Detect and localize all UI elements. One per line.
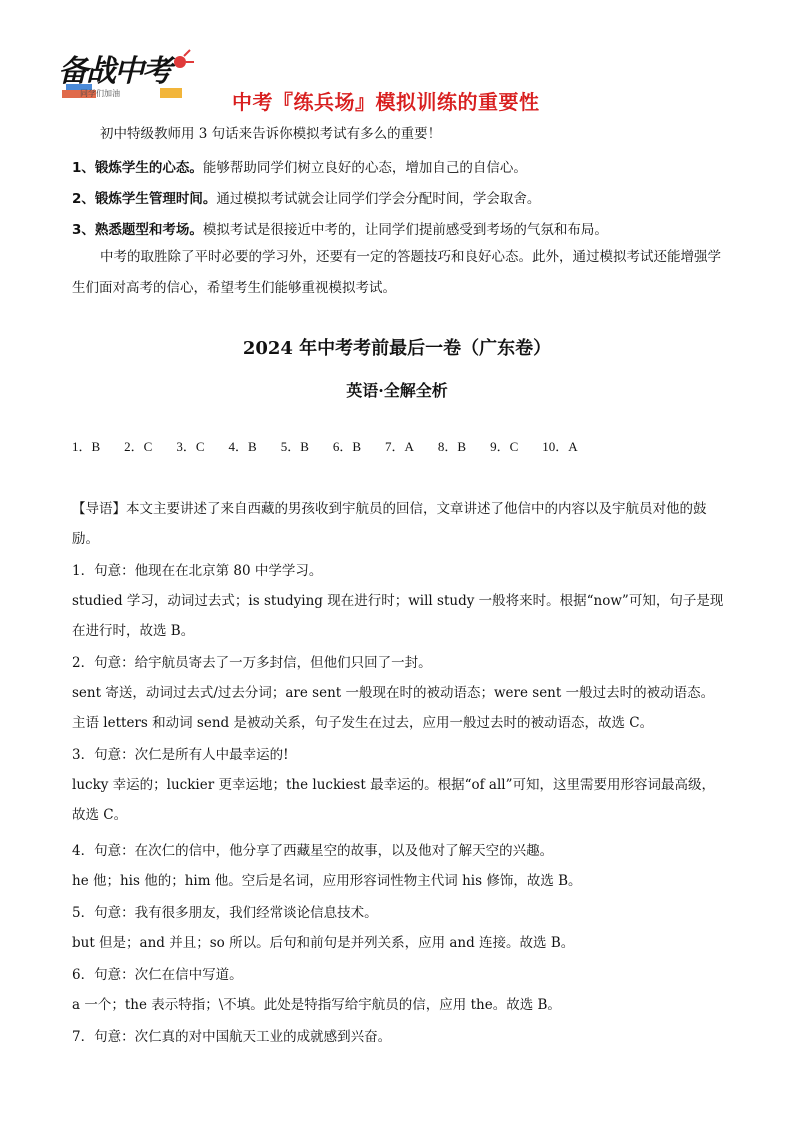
point-2 — [72, 187, 540, 207]
answer-item: 4．B — [228, 439, 257, 454]
answer-item: 3．C — [176, 439, 205, 454]
answer-item: 10．A — [542, 439, 578, 454]
question-4: 4．句意：在次仁的信中，他分享了西藏星空的故事，以及他对了解天空的兴趣。 — [72, 843, 554, 859]
closing-paragraph: 中考的取胜除了平时必要的学习外，还要有一定的答题技巧和良好心态。此外，通过模拟考试还能增强学生们面对高考的信心，希望考生们能够重视模拟考试。 — [72, 249, 721, 296]
point-1 — [72, 156, 527, 176]
banner-title: 中考『练兵场』模拟训练的重要性 — [232, 90, 540, 114]
main-title: 2024 年中考考前最后一卷（广东卷） — [242, 338, 552, 359]
explanation-2: sent 寄送，动词过去式/过去分词；are sent 一般现在时的被动语态；were sent 一般过去时的被动语态。主语 letters 和动词 send 是被动关系，句子发生在过去，应用一般过去时的被动语态，故选 C。 — [72, 685, 715, 731]
answer-item: 5．B — [280, 439, 309, 454]
point-3-text: 模拟考试是很接近中考的，让同学们提前感受到考场的气氛和布局。 — [202, 222, 608, 238]
answer-item: 6．B — [332, 439, 362, 454]
question-7: 7．句意：次仁真的对中国航天工业的成就感到兴奋。 — [72, 1029, 392, 1045]
explanation-4: he 他；his 他的；him 他。空后是名词，应用形容词性物主代词 his 修饰，故选 B。 — [72, 873, 582, 889]
point-1-heading: 1、锻炼学生的心态。 — [72, 160, 203, 176]
answer-item: 1．B — [72, 439, 101, 454]
point-2-text: 通过模拟考试就会让同学们学会分配时间，学会取舍。 — [216, 191, 541, 207]
question-1: 1．句意：他现在在北京第 80 中学学习。 — [72, 563, 323, 579]
logo-tagline: 同学们加油 — [80, 89, 120, 98]
explanation-1: studied 学习，动词过去式；is studying 现在进行时；will study 一般将来时。根据“now”可知，句子是现在进行时，故选 B。 — [72, 593, 724, 639]
explanation-5: but 但是；and 并且；so 所以。后句和前句是并列关系，应用 and 连接。故选 B。 — [72, 935, 575, 951]
explanation-3: lucky 幸运的；luckier 更幸运地；the luckiest 最幸运的。根据“of all”可知，这里需要用形容词最高级，故选 C。 — [72, 777, 715, 823]
point-1-text: 能够帮助同学们树立良好的心态，增加自己的自信心。 — [202, 160, 527, 176]
answer-item: 2．C — [124, 439, 153, 454]
point-2-heading: 2、锻炼学生管理时间。 — [72, 191, 217, 207]
point-3 — [72, 218, 608, 238]
question-6: 6．句意：次仁在信中写道。 — [72, 967, 243, 983]
explanation-6: a 一个；the 表示特指；\不填。此处是特指写给宇航员的信，应用 the。故选 B。 — [72, 997, 561, 1013]
question-5: 5．句意：我有很多朋友，我们经常谈论信息技术。 — [72, 905, 378, 921]
sub-title: 英语·全解全析 — [346, 381, 448, 400]
answer-key — [72, 436, 602, 455]
intro-text: 初中特级教师用 3 句话来告诉你模拟考试有多么的重要！ — [100, 126, 442, 142]
answer-item: 9．C — [490, 439, 519, 454]
question-2: 2．句意：给宇航员寄去了一万多封信，但他们只回了一封。 — [72, 655, 432, 671]
answer-item: 7．A — [385, 439, 414, 454]
logo-text: 备战中考 — [58, 54, 170, 89]
point-3-heading: 3、熟悉题型和考场。 — [72, 222, 203, 238]
logo — [52, 40, 212, 106]
guide-paragraph: 【导语】本文主要讲述了来自西藏的男孩收到宇航员的回信，文章讲述了他信中的内容以及宇航员对他的鼓励。 — [72, 501, 707, 547]
question-3: 3．句意：次仁是所有人中最幸运的! — [72, 747, 289, 763]
answer-item: 8．B — [437, 439, 467, 454]
